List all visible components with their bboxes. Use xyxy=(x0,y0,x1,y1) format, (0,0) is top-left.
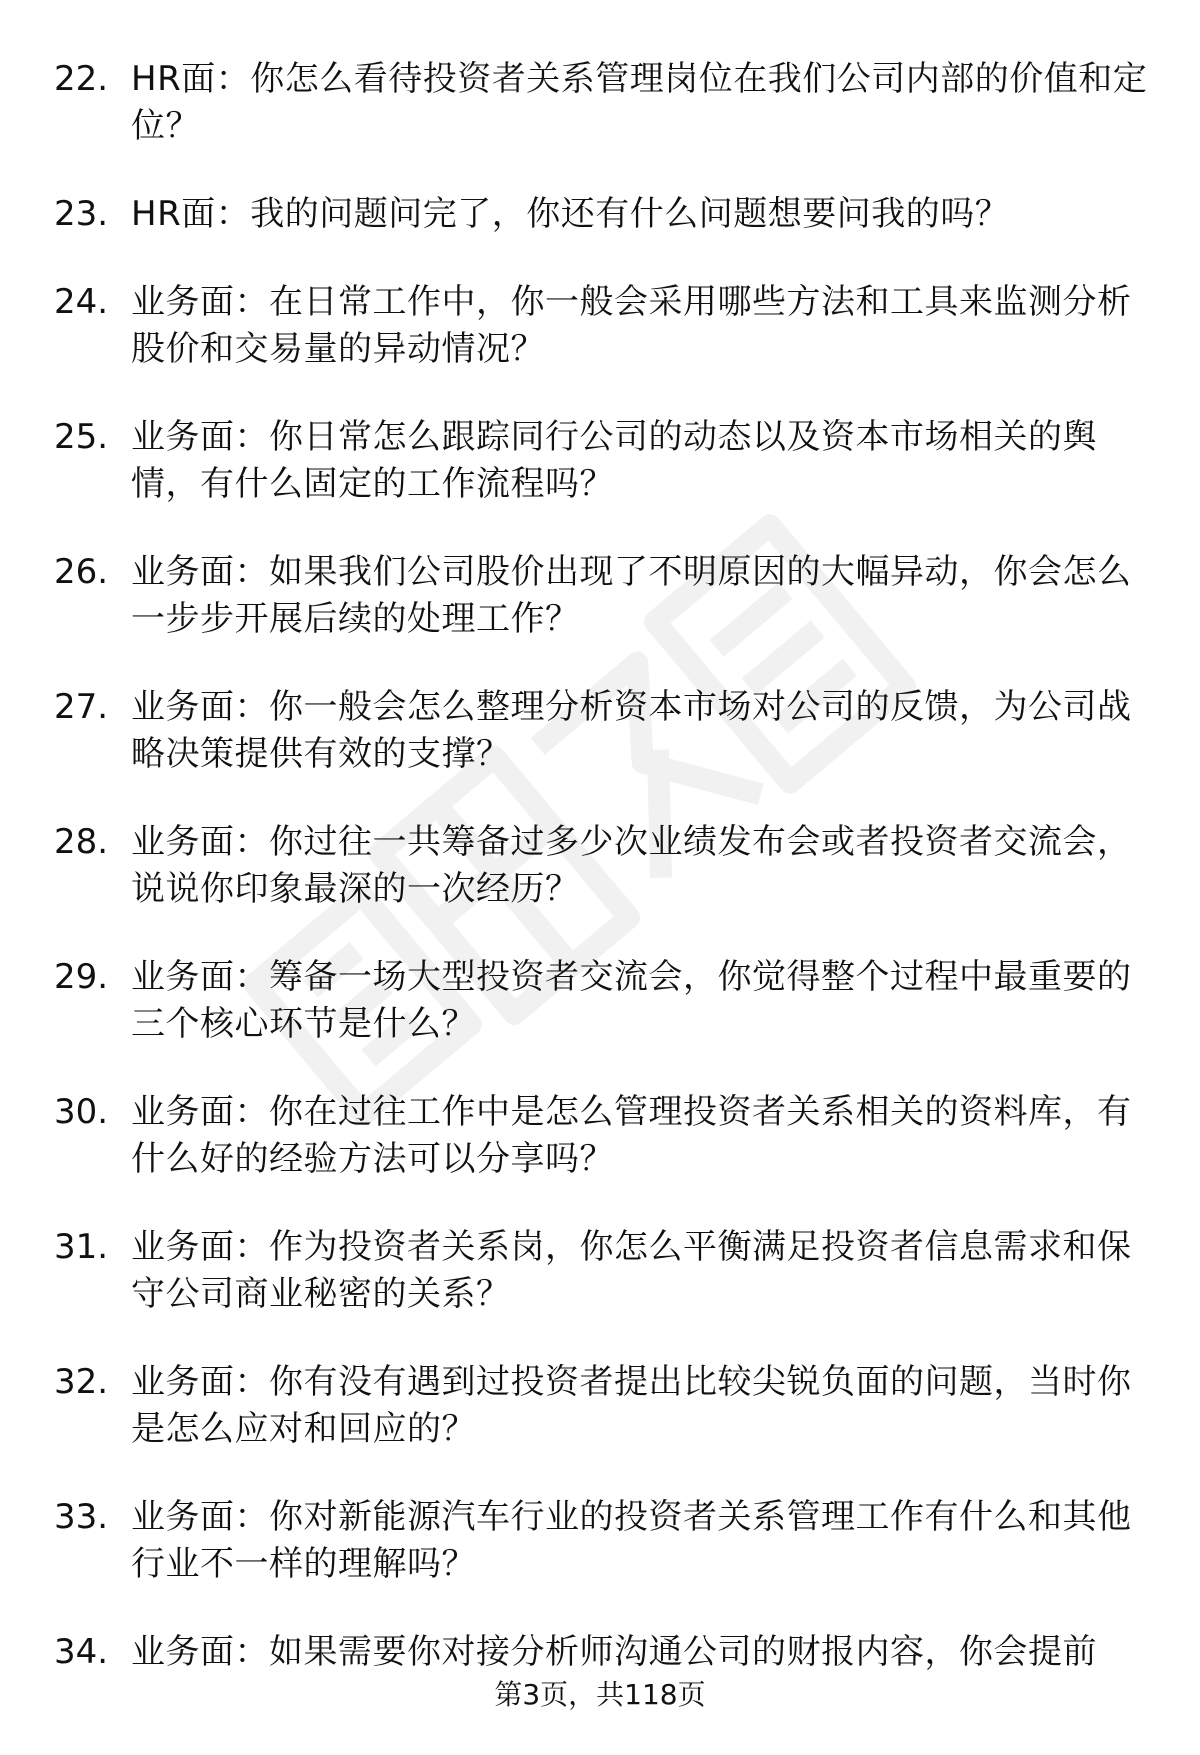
list-item xyxy=(0,1089,1200,1183)
question-number: 32. xyxy=(54,1362,109,1402)
question-number: 27. xyxy=(54,687,109,727)
question-text: HR面：你怎么看待投资者关系管理岗位在我们公司内部的价值和定位？ xyxy=(131,59,1148,146)
list-item xyxy=(0,56,1200,150)
list-item xyxy=(0,819,1200,913)
question-number: 34. xyxy=(54,1632,109,1672)
list-item xyxy=(0,1629,1200,1676)
question-text: 业务面：你过往一共筹备过多少次业绩发布会或者投资者交流会，说说你印象最深的一次经历？ xyxy=(131,822,1132,909)
question-number: 23. xyxy=(54,194,109,234)
question-number: 33. xyxy=(54,1497,109,1537)
question-number: 30. xyxy=(54,1092,109,1132)
question-text: 业务面：你在过往工作中是怎么管理投资者关系相关的资料库，有什么好的经验方法可以分享吗？ xyxy=(131,1092,1132,1179)
question-text: 业务面：你对新能源汽车行业的投资者关系管理工作有什么和其他行业不一样的理解吗？ xyxy=(131,1497,1132,1584)
question-text: 业务面：你日常怎么跟踪同行公司的动态以及资本市场相关的舆情，有什么固定的工作流程吗？ xyxy=(131,417,1097,504)
page-number-footer: 第3页，共118页 xyxy=(494,1678,706,1711)
list-item xyxy=(0,414,1200,508)
question-number: 28. xyxy=(54,822,109,862)
list-item xyxy=(0,191,1200,238)
list-item xyxy=(0,954,1200,1048)
question-text: HR面：我的问题问完了，你还有什么问题想要问我的吗？ xyxy=(131,194,1010,234)
question-number: 24. xyxy=(54,282,109,322)
question-text: 业务面：筹备一场大型投资者交流会，你觉得整个过程中最重要的三个核心环节是什么？ xyxy=(131,957,1132,1044)
question-number: 22. xyxy=(54,59,109,99)
list-item xyxy=(0,1494,1200,1588)
list-item xyxy=(0,684,1200,778)
question-text: 业务面：如果我们公司股价出现了不明原因的大幅异动，你会怎么一步步开展后续的处理工作？ xyxy=(131,552,1132,639)
list-item xyxy=(0,549,1200,643)
question-list xyxy=(0,56,1200,1717)
question-text: 业务面：作为投资者关系岗，你怎么平衡满足投资者信息需求和保守公司商业秘密的关系？ xyxy=(131,1227,1132,1314)
list-item xyxy=(0,1224,1200,1318)
question-number: 31. xyxy=(54,1227,109,1267)
question-text: 业务面：如果需要你对接分析师沟通公司的财报内容，你会提前 xyxy=(131,1632,1097,1672)
question-number: 26. xyxy=(54,552,109,592)
question-number: 29. xyxy=(54,957,109,997)
list-item xyxy=(0,1359,1200,1453)
question-text: 业务面：你一般会怎么整理分析资本市场对公司的反馈，为公司战略决策提供有效的支撑？ xyxy=(131,687,1132,774)
list-item xyxy=(0,279,1200,373)
question-number: 25. xyxy=(54,417,109,457)
question-text: 业务面：你有没有遇到过投资者提出比较尖锐负面的问题，当时你是怎么应对和回应的？ xyxy=(131,1362,1132,1449)
question-text: 业务面：在日常工作中，你一般会采用哪些方法和工具来监测分析股价和交易量的异动情况？ xyxy=(131,282,1132,369)
